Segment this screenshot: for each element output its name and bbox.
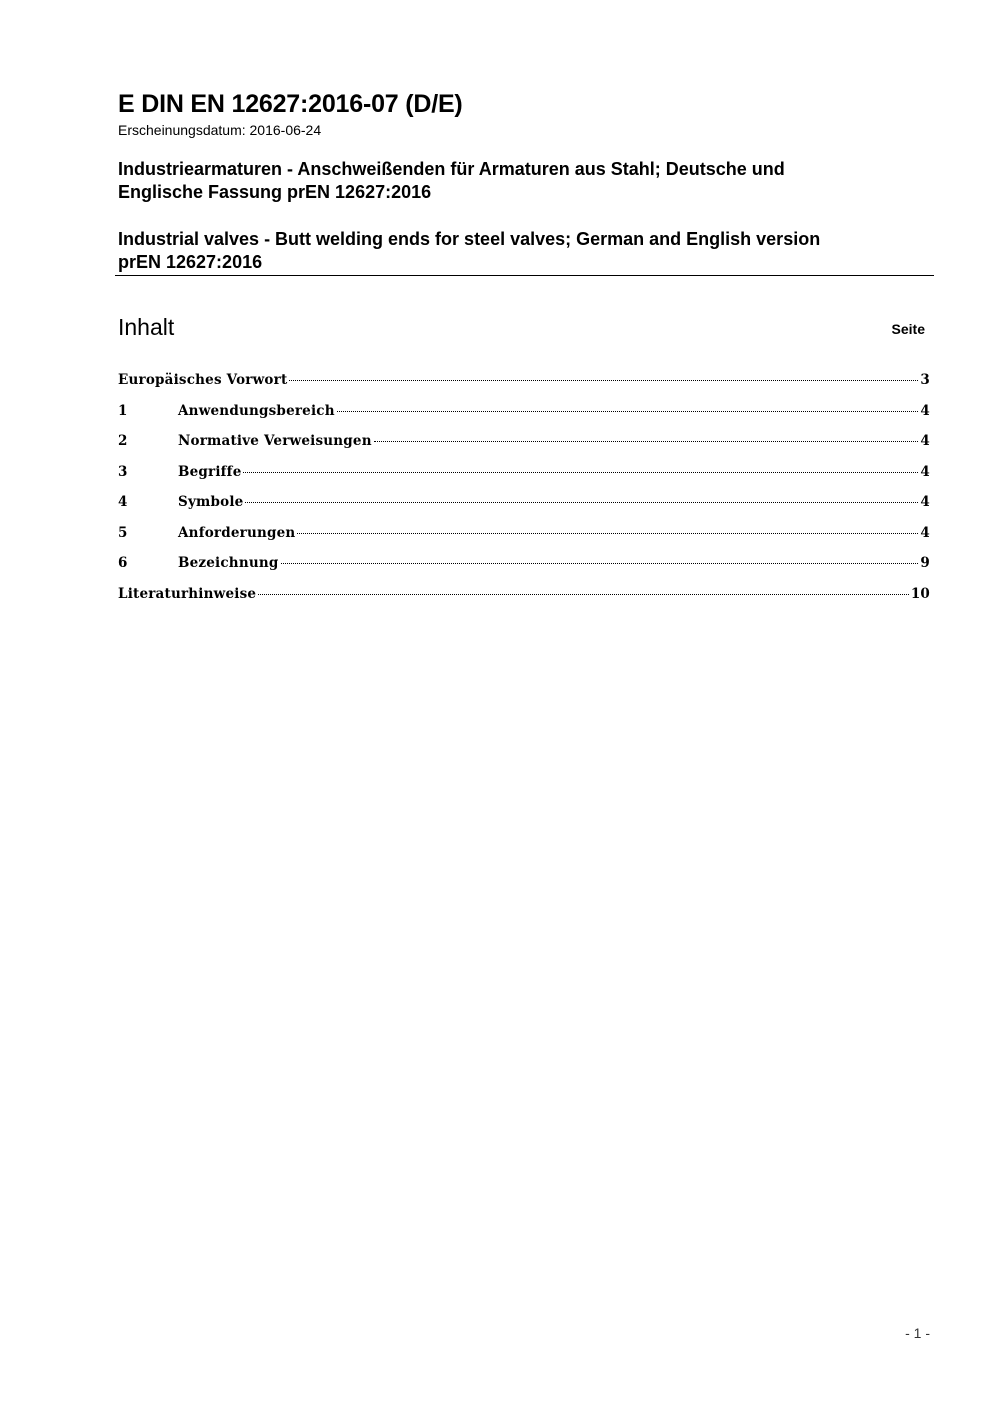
issue-date: Erscheinungsdatum: 2016-06-24 xyxy=(118,122,322,138)
english-title xyxy=(118,228,918,274)
toc-entry-page: 4 xyxy=(920,463,930,480)
toc-dot-leader xyxy=(297,533,918,534)
english-title-line-2: prEN 12627:2016 xyxy=(118,252,263,272)
toc-entry-3[interactable] xyxy=(118,464,930,495)
toc-dot-leader xyxy=(258,594,909,595)
toc-dot-leader xyxy=(281,563,919,564)
toc-entry-title: Anforderungen xyxy=(178,524,296,541)
toc-entry-1[interactable] xyxy=(118,403,930,434)
toc-entry-page: 4 xyxy=(920,433,930,449)
german-title-line-1: Industriearmaturen - Anschweißenden für Armaturen aus Stahl; Deutsche und xyxy=(118,159,785,179)
toc-entry-number: 4 xyxy=(118,494,128,510)
toc-entry-vorwort[interactable] xyxy=(118,372,930,403)
toc-entry-5[interactable] xyxy=(118,525,930,556)
document-id: E DIN EN 12627:2016-07 (D/E) xyxy=(118,90,463,118)
toc-entry-page: 10 xyxy=(910,585,930,602)
german-title-line-2: Englische Fassung prEN 12627:2016 xyxy=(118,182,432,202)
toc-entry-literatur[interactable] xyxy=(118,586,930,617)
toc-dot-leader xyxy=(289,380,918,381)
toc-entry-4[interactable] xyxy=(118,494,930,525)
toc-entry-number: 5 xyxy=(118,524,128,541)
toc-entry-2[interactable] xyxy=(118,433,930,464)
toc-entry-page: 4 xyxy=(920,402,930,419)
title-divider xyxy=(115,275,934,276)
table-of-contents xyxy=(118,372,930,616)
toc-entry-title: Symbole xyxy=(178,494,244,510)
toc-entry-title: Begriffe xyxy=(178,463,242,480)
toc-dot-leader xyxy=(243,472,918,473)
toc-dot-leader xyxy=(245,502,918,503)
toc-entry-title: Europäisches Vorwort xyxy=(118,372,288,388)
toc-entry-title: Bezeichnung xyxy=(178,555,279,571)
toc-dot-leader xyxy=(337,411,919,412)
toc-entry-number: 6 xyxy=(118,555,128,571)
toc-entry-title: Literaturhinweise xyxy=(118,585,257,602)
toc-entry-number: 3 xyxy=(118,463,128,480)
toc-entry-page: 3 xyxy=(920,372,930,388)
toc-entry-number: 2 xyxy=(118,433,128,449)
english-title-line-1: Industrial valves - Butt welding ends for steel valves; German and English version xyxy=(118,229,821,249)
toc-dot-leader xyxy=(374,441,919,442)
toc-entry-title: Anwendungsbereich xyxy=(178,402,335,419)
toc-page-label: Seite xyxy=(891,321,925,337)
toc-entry-number: 1 xyxy=(118,402,128,419)
page-number: - 1 - xyxy=(905,1325,930,1341)
toc-entry-page: 4 xyxy=(920,494,930,510)
toc-entry-title: Normative Verweisungen xyxy=(178,433,372,449)
toc-entry-page: 9 xyxy=(920,555,930,571)
german-title xyxy=(118,158,918,204)
toc-entry-6[interactable] xyxy=(118,555,930,586)
toc-heading: Inhalt xyxy=(118,314,175,340)
toc-entry-page: 4 xyxy=(920,524,930,541)
